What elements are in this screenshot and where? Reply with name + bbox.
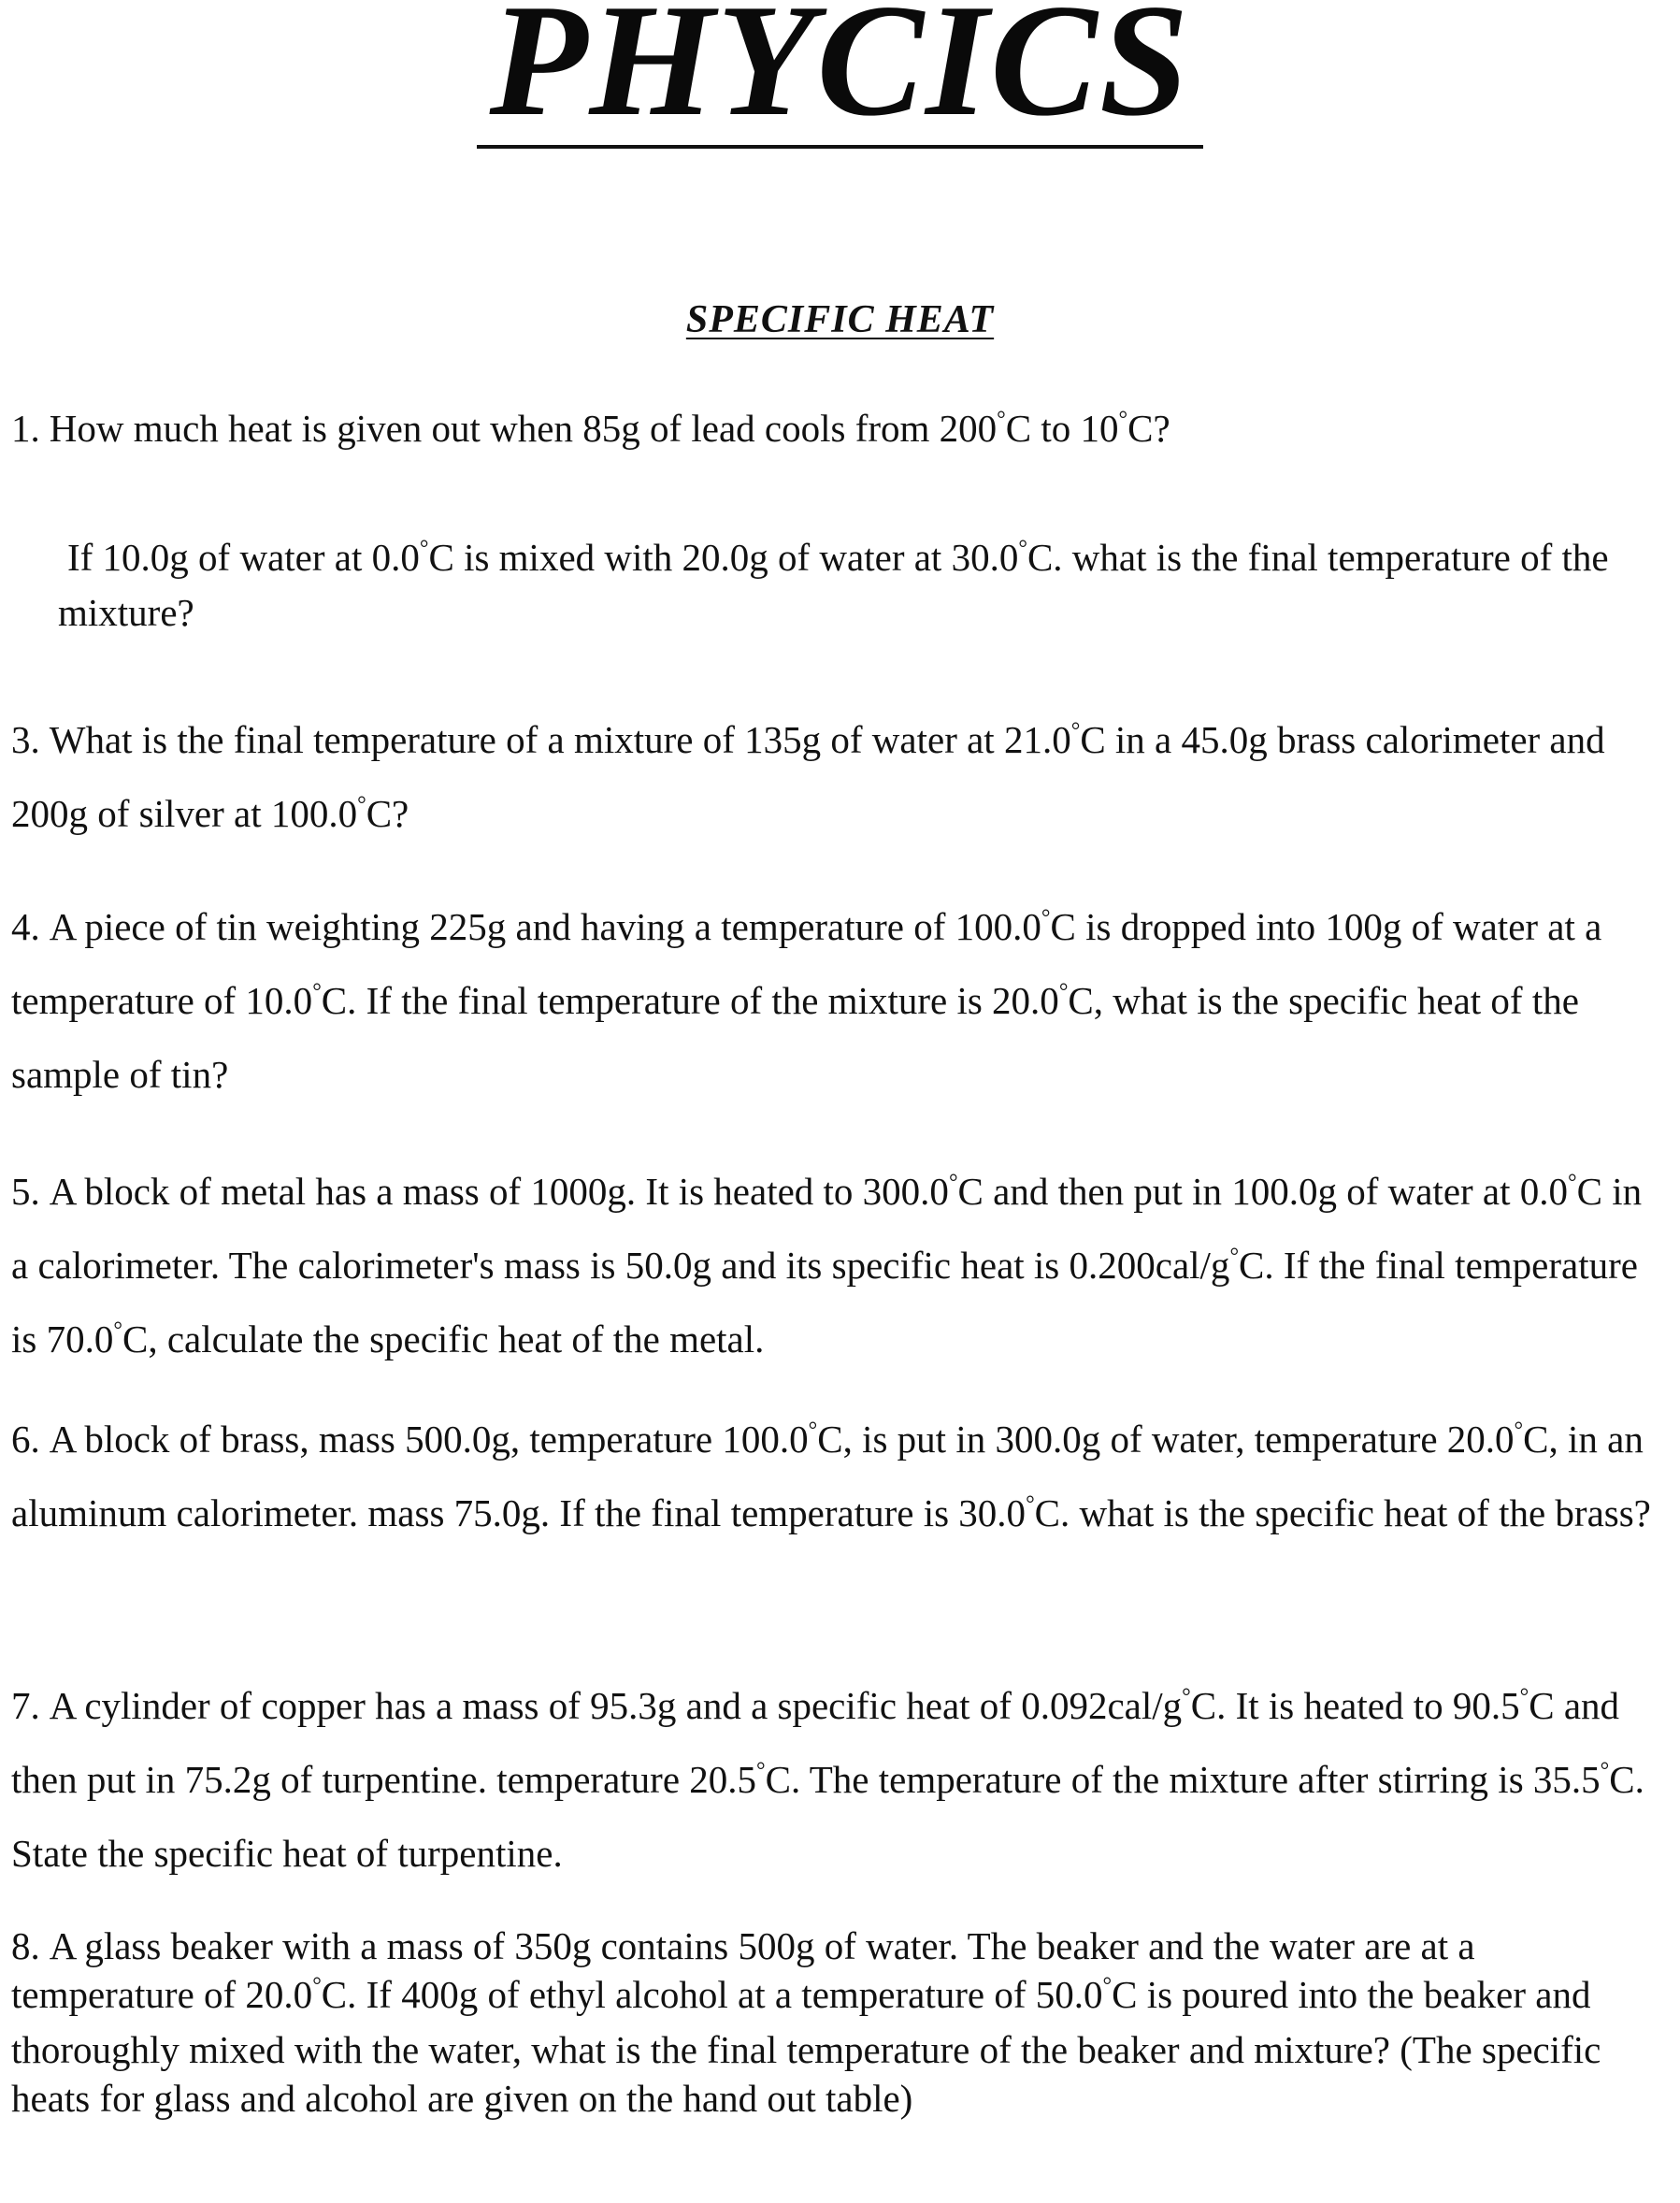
- question-2: [58, 533, 1666, 637]
- worksheet-subtitle: [0, 297, 1680, 342]
- question-number: 1.: [11, 407, 40, 450]
- question-7: [11, 1672, 1666, 1887]
- question-text: A piece of tin weighting 225g and having a temperature of 100.0°C is dropped into 100g of water at a temperature of 10.0°C. If the final temperature of the mixture is 20.0°C, what is the specific heat of the sample of tin?: [11, 905, 1602, 1096]
- question-3: [11, 706, 1666, 854]
- question-number: 8.: [11, 1924, 40, 1967]
- worksheet-title-text: PHYCICS: [477, 0, 1204, 149]
- question-8: [11, 1922, 1666, 2123]
- question-text: A block of metal has a mass of 1000g. It is heated to 300.0°C and then put in 100.0g of water at 0.0°C in a calorimeter. The calorimeter's mass is 50.0g and its specific heat is 0.200cal/g°C. If the final temperature is 70.0°C, calculate the specific heat of the metal.: [11, 1170, 1643, 1361]
- question-number: 3.: [11, 718, 40, 761]
- worksheet-subtitle-text: SPECIFIC HEAT: [685, 298, 995, 341]
- question-text: A block of brass, mass 500.0g, temperature 100.0°C, is put in 300.0g of water, temperature 20.0°C, in an aluminum calorimeter. mass 75.0g. If the final temperature is 30.0°C. what is the specific heat of the brass?: [11, 1418, 1651, 1534]
- question-5: [11, 1158, 1666, 1379]
- question-6: [11, 1405, 1666, 1553]
- question-1: [11, 395, 1666, 468]
- question-text: What is the final temperature of a mixture of 135g of water at 21.0°C in a 45.0g brass calorimeter and 200g of silver at 100.0°C?: [11, 718, 1605, 835]
- question-number: 5.: [11, 1170, 40, 1213]
- question-text: How much heat is given out when 85g of lead cools from 200°C to 10°C?: [49, 407, 1170, 450]
- question-number: 4.: [11, 905, 40, 948]
- question-text: If 10.0g of water at 0.0°C is mixed with 20.0g of water at 30.0°C. what is the final temperature of the mixture?: [58, 536, 1609, 634]
- question-text: A cylinder of copper has a mass of 95.3g and a specific heat of 0.092cal/g°C. It is heated to 90.5°C and then put in 75.2g of turpentine. temperature 20.5°C. The temperature of the mixture after stirring is 35.5°C. State the specific heat of turpentine.: [11, 1684, 1644, 1875]
- question-number: 6.: [11, 1418, 40, 1461]
- question-4: [11, 893, 1666, 1108]
- worksheet-title: [0, 0, 1680, 149]
- question-number: 7.: [11, 1684, 40, 1727]
- question-text: A glass beaker with a mass of 350g contains 500g of water. The beaker and the water are at a temperature of 20.0°C. If 400g of ethyl alcohol at a temperature of 50.0°C is poured into the beaker and thoroughly mixed with the water, what is the final temperature of the beaker and mixture? (The specific heats for glass and alcohol are given on the hand out table): [11, 1924, 1601, 2120]
